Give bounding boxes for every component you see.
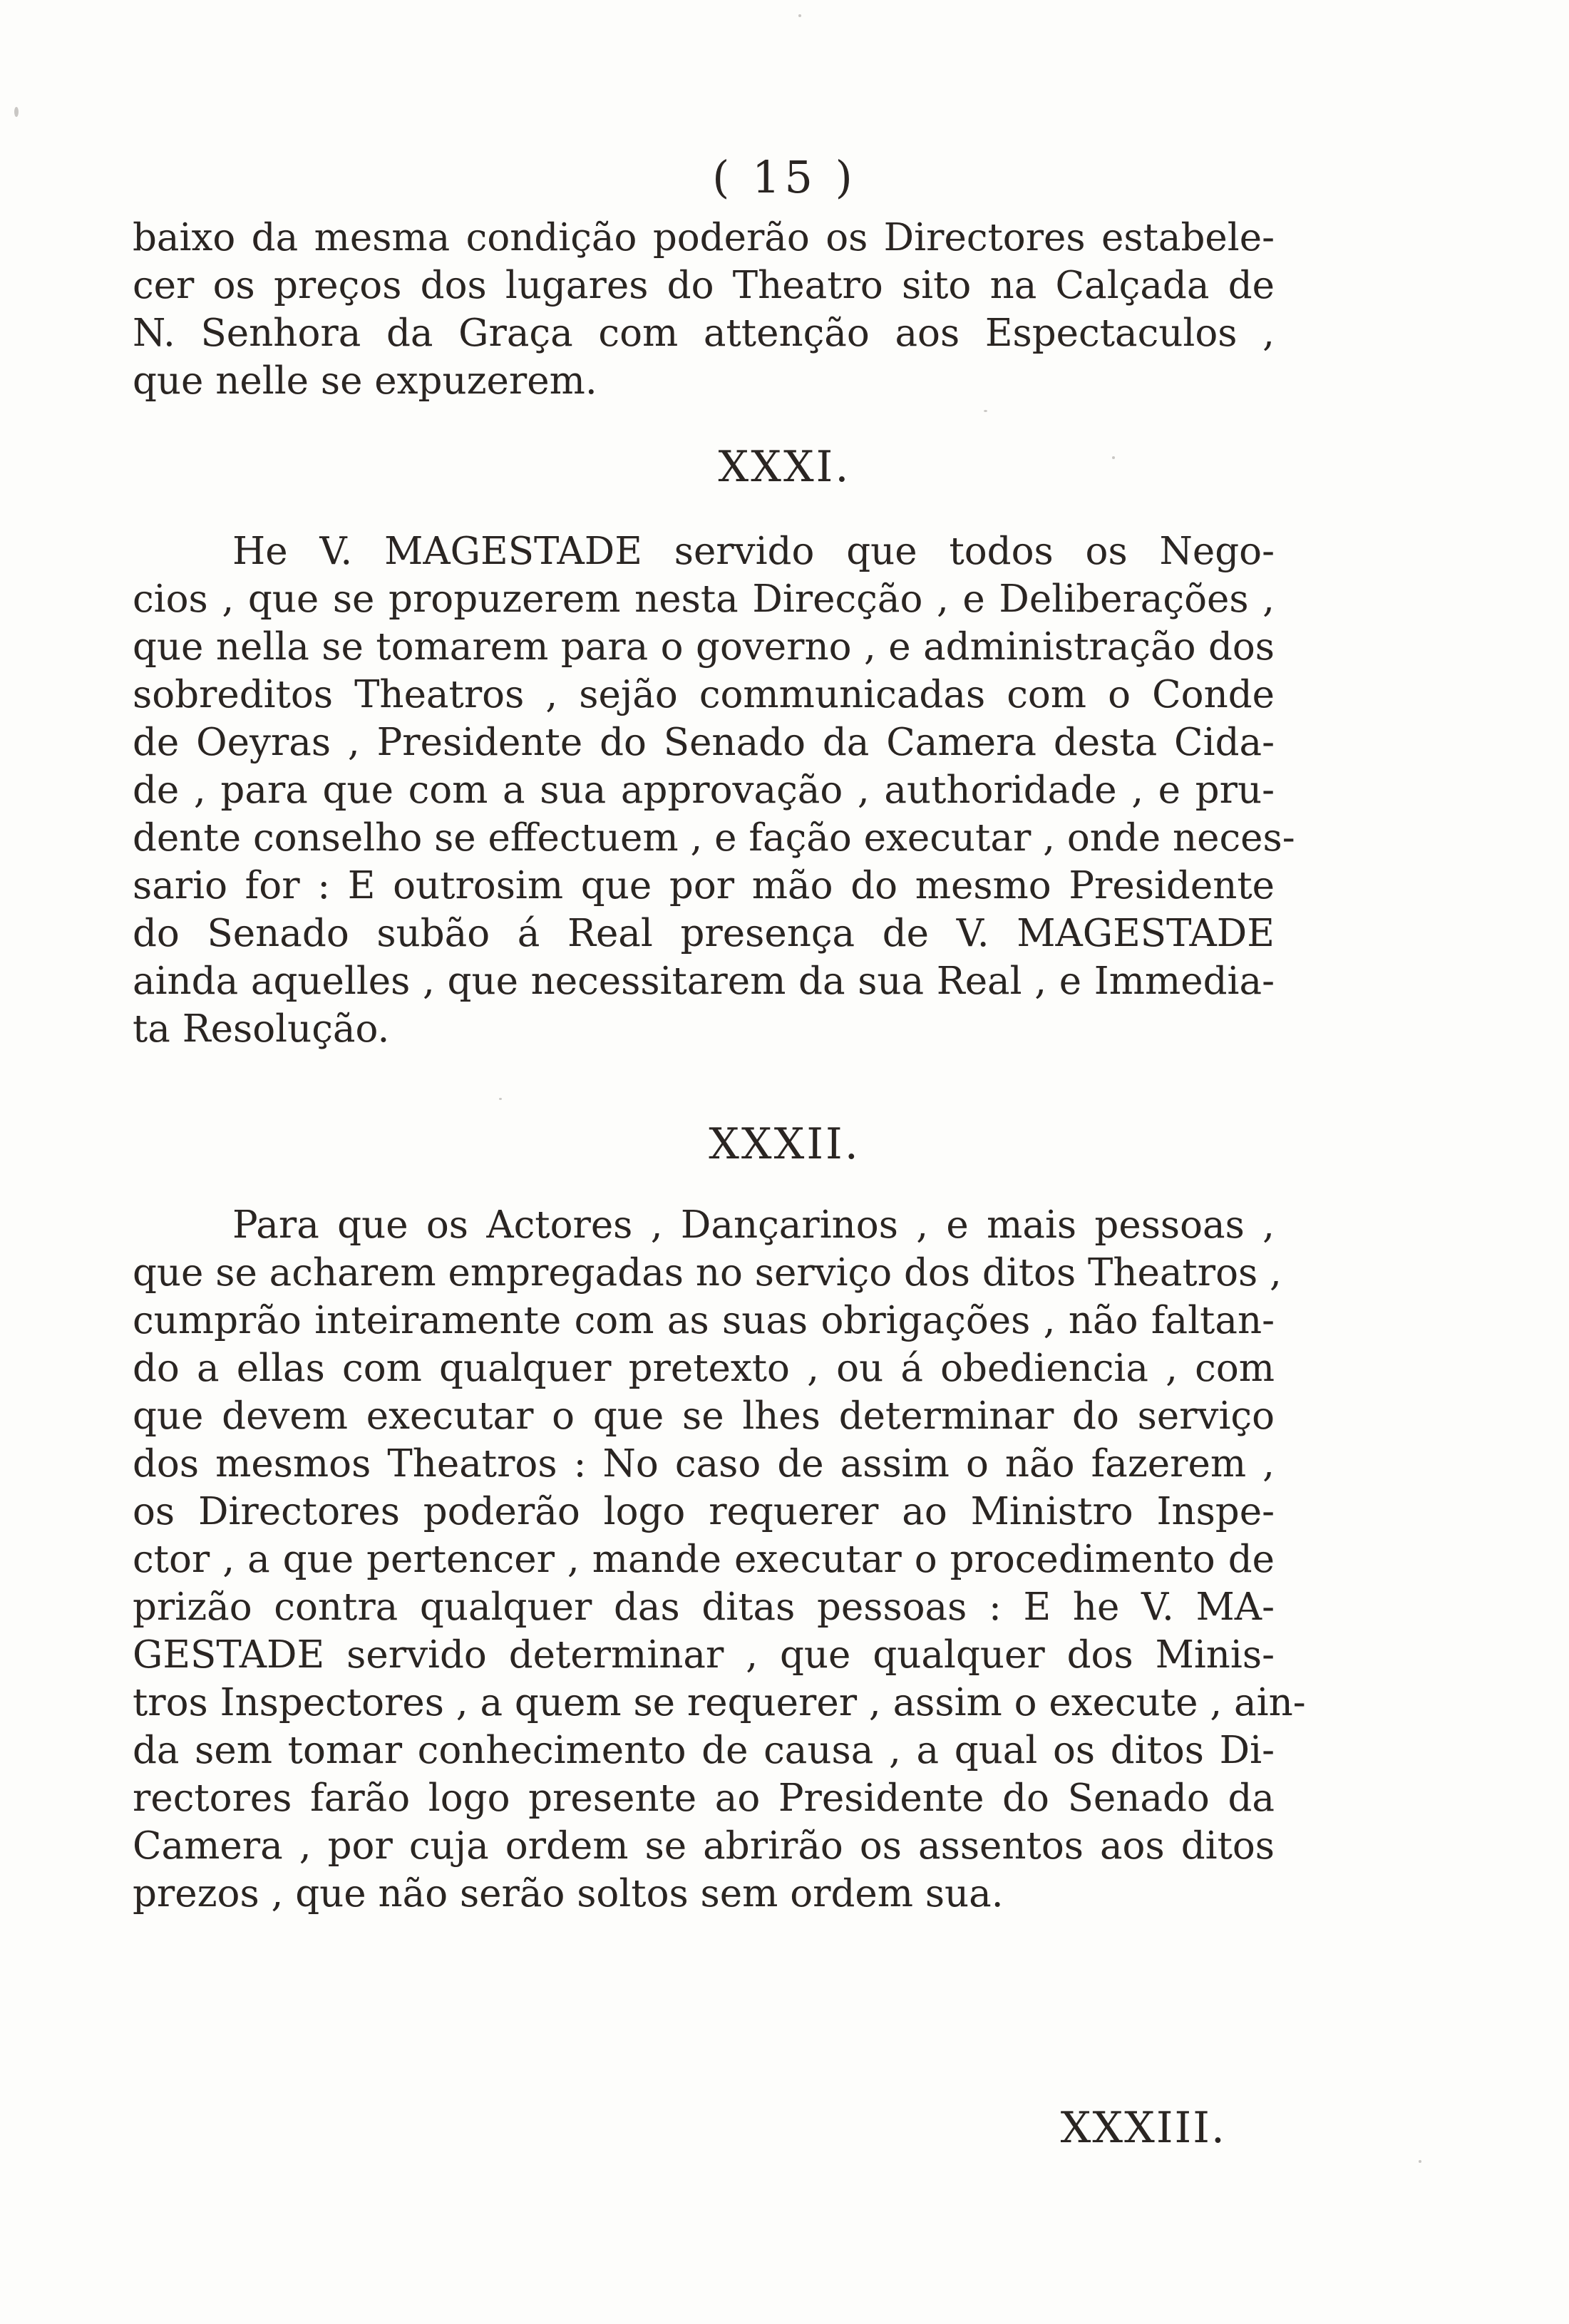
text-line: He V. MAGESTADE servido que todos os Nego- bbox=[232, 530, 1275, 573]
text-line: tros Inspectores , a quem se requerer , assim o execute , ain- bbox=[133, 1681, 1306, 1724]
paper-speck bbox=[798, 14, 801, 17]
text-line: do a ellas com qualquer pretexto , ou á obediencia , com bbox=[133, 1347, 1275, 1390]
text-line: cios , que se propuzerem nesta Direcção , e Deliberações , bbox=[133, 577, 1275, 621]
paper-speck bbox=[984, 410, 987, 412]
section-heading-xxxii: XXXII. bbox=[709, 1119, 860, 1169]
paragraph-top bbox=[133, 214, 1275, 405]
text-line: ainda aquelles , que necessitarem da sua Real , e Immedia- bbox=[133, 960, 1275, 1003]
text-line: os Directores poderão logo requerer ao Ministro Inspe- bbox=[133, 1490, 1275, 1533]
text-line: sario for : E outrosim que por mão do mesmo Presidente bbox=[133, 864, 1275, 908]
paper-speck bbox=[1419, 2160, 1421, 2163]
catchword: XXXIII. bbox=[1060, 2103, 1226, 2153]
paper-speck bbox=[14, 107, 19, 117]
text-line: sobreditos Theatros , sejão communicadas com o Conde bbox=[133, 673, 1275, 716]
paper-speck bbox=[1112, 456, 1115, 459]
text-line: ta Resolução. bbox=[133, 1007, 390, 1051]
paper-speck bbox=[499, 1098, 502, 1100]
section-31-body bbox=[133, 528, 1295, 1053]
text-line: Camera , por cuja ordem se abrirão os assentos aos ditos bbox=[133, 1824, 1275, 1868]
text-line: de , para que com a sua approvação , authoridade , e pru- bbox=[133, 768, 1275, 812]
text-line: que nelle se expuzerem. bbox=[133, 359, 597, 403]
text-line: N. Senhora da Graça com attenção aos Espectaculos , bbox=[133, 312, 1275, 355]
text-line: baixo da mesma condição poderão os Directores estabele- bbox=[133, 216, 1275, 259]
text-line: prezos , que não serão soltos sem ordem sua. bbox=[133, 1872, 1004, 1916]
text-line: cer os preços dos lugares do Theatro sito na Calçada de bbox=[133, 264, 1275, 307]
text-line: GESTADE servido determinar , que qualquer dos Minis- bbox=[133, 1633, 1275, 1677]
text-line: da sem tomar conhecimento de causa , a qual os ditos Di- bbox=[133, 1729, 1275, 1772]
text-line: que nella se tomarem para o governo , e administração dos bbox=[133, 625, 1275, 669]
text-line: cumprão inteiramente com as suas obrigações , não faltan- bbox=[133, 1299, 1275, 1342]
text-line: que se acharem empregadas no serviço dos ditos Theatros , bbox=[133, 1251, 1282, 1295]
text-line: dente conselho se effectuem , e fação executar , onde neces- bbox=[133, 816, 1295, 860]
text-line: dos mesmos Theatros : No caso de assim o não fazerem , bbox=[133, 1442, 1275, 1486]
text-line: prizão contra qualquer das ditas pessoas : E he V. MA- bbox=[133, 1585, 1275, 1629]
page-number: ( 15 ) bbox=[712, 151, 857, 203]
text-line: que devem executar o que se lhes determinar do serviço bbox=[133, 1394, 1275, 1438]
text-line: do Senado subão á Real presença de V. MAGESTADE bbox=[133, 912, 1275, 955]
text-line: rectores farão logo presente ao Presidente do Senado da bbox=[133, 1777, 1275, 1820]
text-line: ctor , a que pertencer , mande executar o procedimento de bbox=[133, 1538, 1275, 1581]
text-line: Para que os Actores , Dançarinos , e mais pessoas , bbox=[232, 1203, 1275, 1247]
section-heading-xxxi: XXXI. bbox=[718, 442, 851, 492]
section-32-body bbox=[133, 1201, 1306, 1918]
text-line: de Oeyras , Presidente do Senado da Camera desta Cida- bbox=[133, 721, 1275, 764]
